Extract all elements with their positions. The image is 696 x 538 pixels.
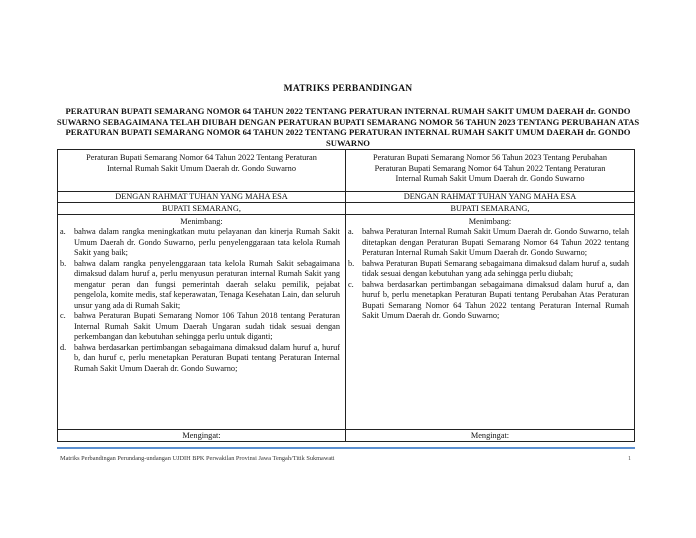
- left-authority: BUPATI SEMARANG,: [58, 203, 345, 215]
- clause-letter: b.: [60, 258, 67, 268]
- right-clause-b: [348, 258, 629, 280]
- footer-rule: [57, 447, 635, 449]
- left-clause-a: [60, 227, 340, 259]
- left-clause-b: [60, 258, 340, 312]
- clause-letter: d.: [60, 342, 67, 352]
- right-clause-c: [348, 279, 629, 322]
- clause-letter: a.: [348, 227, 354, 236]
- clause-letter: c.: [60, 311, 66, 320]
- right-authority: BUPATI SEMARANG,: [346, 203, 634, 215]
- clause-letter: a.: [60, 227, 66, 236]
- right-observing-label: Mengingat:: [346, 429, 634, 441]
- document-title: MATRIKS PERBANDINGAN: [283, 84, 413, 94]
- right-considering-label: Menimbang:: [468, 217, 512, 226]
- clause-letter: b.: [348, 258, 355, 268]
- right-column: [346, 150, 634, 441]
- clause-text: bahwa Peraturan Bupati Semarang sebagaimana dimaksud dalam huruf a, sudah tidak sesuai dengan kebutuhan yang ada sehingga perlu diubah;: [362, 258, 629, 278]
- clause-text: bahwa berdasarkan pertimbangan sebagaimana dimaksud dalam huruf a, dan huruf b, perlu menetapkan Peraturan Bupati tentang Perubahan Atas Peraturan Bupati Semarang Nomor 64 Tahun 2022 tentang Peraturan Internal Rumah Sakit Umum Daerah dr. Gondo Suwarno;: [362, 279, 629, 320]
- right-column-heading: Peraturan Bupati Semarang Nomor 56 Tahun 2023 Tentang Perubahan Peraturan Bupati Semarang Nomor 64 Tahun 2022 Tentang Peraturan Internal Rumah Sakit Umum Daerah dr. Gondo Suwarno: [346, 150, 634, 192]
- footer-text: Matriks Perbandingan Perundang-undangan UJDIH BPK Perwakilan Provinsi Jawa Tengah/Titik Sukmawati: [60, 455, 335, 462]
- left-clause-list: [58, 227, 345, 374]
- clause-letter: c.: [348, 279, 354, 289]
- left-clause-d: [60, 342, 340, 375]
- right-clause-a: [348, 227, 629, 259]
- left-column-heading: Peraturan Bupati Semarang Nomor 64 Tahun 2022 Tentang Peraturan Internal Rumah Sakit Umum Daerah dr. Gondo Suwarno: [58, 150, 345, 192]
- clause-text: bahwa berdasarkan pertimbangan sebagaimana dimaksud dalam huruf a, huruf b, dan huruf c, perlu menetapkan Peraturan Bupati tentang Peraturan Internal Rumah Sakit Umum Daerah dr. Gondo Suwarno;: [74, 342, 340, 373]
- right-clause-list: [346, 227, 634, 322]
- clause-text: bahwa Peraturan Internal Rumah Sakit Umum Daerah dr. Gondo Suwarno, telah ditetapkan dengan Peraturan Bupati Semarang Nomor 64 Tahun 2022 tentang Peraturan Internal Rumah Sakit Umum Daerah dr. Gondo Suwarno;: [362, 227, 629, 257]
- left-invocation: DENGAN RAHMAT TUHAN YANG MAHA ESA: [58, 192, 345, 203]
- left-column: [58, 150, 346, 441]
- clause-text: bahwa dalam rangka penyelenggaraan tata kelola Rumah Sakit sebagaimana dimaksud dalam huruf a, perlu menyusun peraturan internal Rumah Sakit yang mengatur peran dan fungsi pemerintah daerah selaku pemilik, pejabat pengelola, komite medis, staf keperawatan, Tenaga Kesehatan Lain, dan seluruh unsur yang ada di Rumah Sakit;: [74, 258, 340, 310]
- comparison-matrix: [57, 149, 635, 442]
- left-observing-label: Mengingat:: [58, 429, 345, 441]
- document-subtitle: PERATURAN BUPATI SEMARANG NOMOR 64 TAHUN 2022 TENTANG PERATURAN INTERNAL RUMAH SAKIT UMUM DAERAH dr. GONDO SUWARNO SEBAGAIMANA TELAH DIUBAH DENGAN PERATURAN BUPATI SEMARANG NOMOR 56 TAHUN 2023 TENTANG PERUBAHAN ATAS PERATURAN BUPATI SEMARANG NOMOR 64 TAHUN 2022 TENTANG PERATURAN INTERNAL RUMAH SAKIT UMUM DAERAH dr. GONDO SUWARNO: [56, 106, 640, 148]
- right-invocation: DENGAN RAHMAT TUHAN YANG MAHA ESA: [346, 192, 634, 203]
- left-clause-c: [60, 311, 340, 343]
- page-number: 1: [628, 455, 632, 462]
- clause-text: bahwa Peraturan Bupati Semarang Nomor 106 Tahun 2018 tentang Peraturan Internal Rumah Sakit Umum Daerah Ungaran sudah tidak sesuai dengan perkembangan dan kebutuhan sehingga perlu untuk diganti;: [74, 311, 340, 341]
- clause-text: bahwa dalam rangka meningkatkan mutu pelayanan dan kinerja Rumah Sakit Umum Daerah dr. Gondo Suwarno, perlu penyelenggaraan tata kelola Rumah Sakit yang baik;: [74, 227, 340, 257]
- left-considering-label: Menimbang:: [180, 217, 223, 226]
